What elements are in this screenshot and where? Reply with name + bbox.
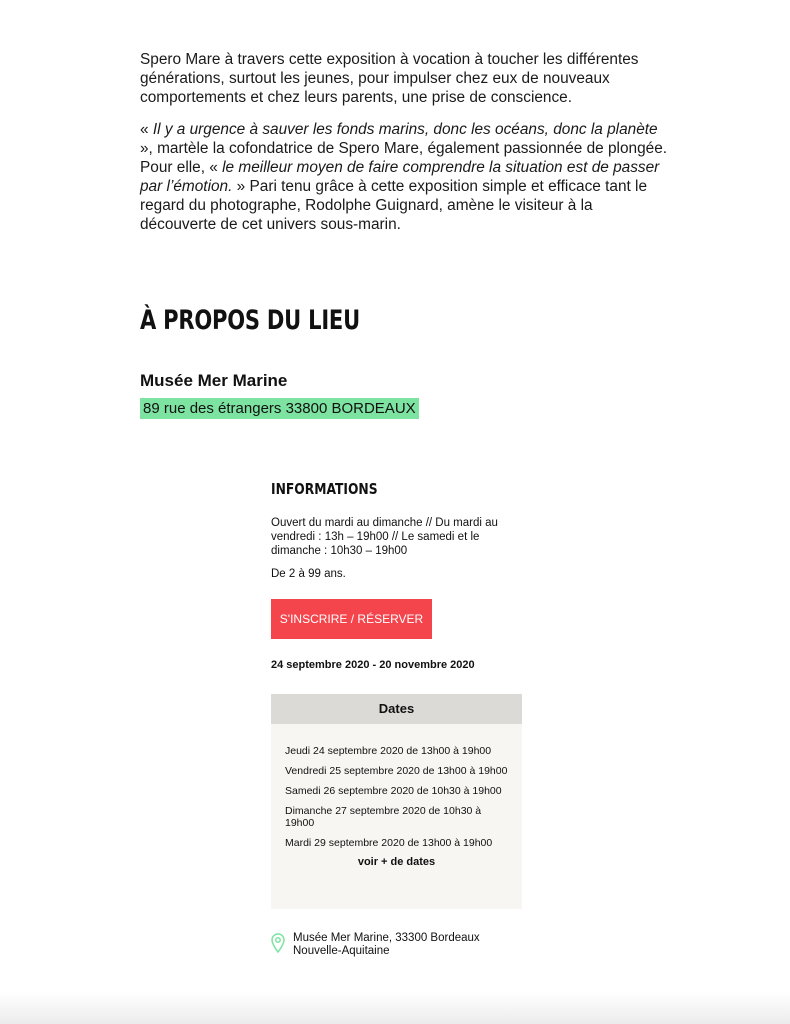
quote-middle: », martèle la cofondatrice de Spero Mare, également passionnée de plongée. Pour elle, « [140,140,668,176]
quote-2: le meilleur moyen de faire comprendre la situation est de passer par l’émotion. [140,159,660,195]
event-location [271,932,531,958]
info-title: INFORMATIONS [271,480,378,498]
location-line-2: Nouvelle-Aquitaine [293,945,390,957]
date-item: Vendredi 25 septembre 2020 de 13h00 à 19h00 [285,765,508,777]
venue-name: Musée Mer Marine [140,371,288,390]
event-date-range: 24 septembre 2020 - 20 novembre 2020 [271,659,475,671]
age-range: De 2 à 99 ans. [271,568,346,580]
date-item: Jeudi 24 septembre 2020 de 13h00 à 19h00 [285,745,492,757]
opening-hours: Ouvert du mardi au dimanche // Du mardi au vendredi : 13h – 19h00 // Le samedi et le dimanche : 10h30 – 19h00 [271,517,498,557]
venue-address: 89 rue des étrangers 33800 BORDEAUX [140,398,419,419]
date-item: Dimanche 27 septembre 2020 de 10h30 à 19h00 [285,805,482,829]
date-item: Mardi 29 septembre 2020 de 13h00 à 19h00 [285,837,493,849]
location-text [293,932,480,958]
more-dates-link[interactable]: voir + de dates [357,856,436,868]
article-paragraph-1: Spero Mare à travers cette exposition à vocation à toucher les différentes générations, surtout les jeunes, pour impulser chez eux de nouveaux comportements et chez leurs parents, une prise de conscience. [140,51,639,106]
map-pin-icon [271,933,285,953]
date-item: Samedi 26 septembre 2020 de 10h30 à 19h00 [285,785,502,797]
info-panel [271,480,523,671]
quote-open: « [140,121,153,138]
about-venue-title: À PROPOS DU LIEU [140,305,360,336]
quote-end: » Pari tenu grâce à cette exposition simple et efficace tant le regard du photographe, Rodolphe Guignard, amène le visiteur à la découverte de cet univers sous-marin. [140,178,648,233]
quote-1: Il y a urgence à sauver les fonds marins, donc les océans, donc la planète [152,121,658,138]
location-line-1: Musée Mer Marine, 33300 Bordeaux [293,932,480,944]
dates-list [271,724,522,849]
reserve-button[interactable]: S'INSCRIRE / RÉSERVER [271,599,432,639]
dates-panel [271,694,522,909]
footer-shadow [0,992,790,1024]
article-paragraph-2 [140,120,670,234]
dates-header: Dates [271,694,522,724]
article-body [140,50,670,247]
